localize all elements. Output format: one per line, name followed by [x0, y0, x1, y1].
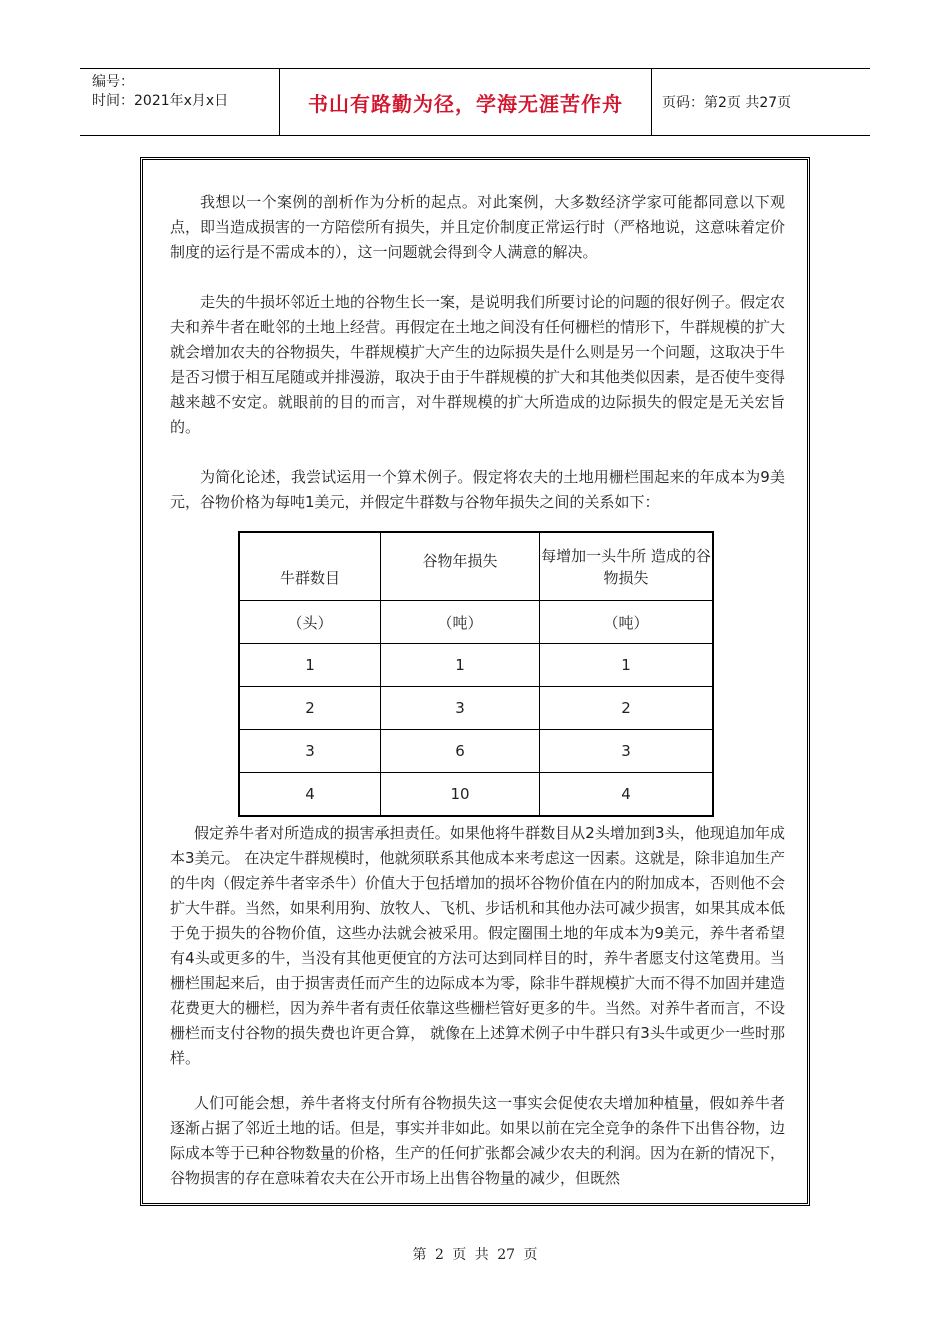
table-header-cell: 每增加一头牛所 造成的谷物损失	[540, 532, 714, 601]
table-cell: 3	[239, 730, 381, 773]
content-box	[140, 157, 810, 1206]
table-cell: 3	[540, 730, 714, 773]
table-header-cell: 谷物年损失	[381, 532, 540, 601]
table-unit-row	[239, 601, 713, 644]
table-row	[239, 730, 713, 773]
page-header	[80, 68, 870, 136]
header-meta	[80, 69, 280, 135]
table-row	[239, 644, 713, 687]
table-unit-cell: （吨）	[540, 601, 714, 644]
paragraph-gap	[170, 265, 785, 290]
table-cell: 4	[540, 773, 714, 817]
table-cell: 2	[540, 687, 714, 730]
table-cell: 1	[381, 644, 540, 687]
paragraph-gap	[170, 440, 785, 465]
table-header-row	[239, 532, 713, 601]
table-cell: 4	[239, 773, 381, 817]
paragraph-3: 为简化论述，我尝试运用一个算术例子。假定将农夫的土地用栅栏围起来的年成本为9美元，谷物价格为每吨1美元，并假定牛群数与谷物年损失之间的关系如下：	[170, 468, 785, 511]
table-row	[239, 687, 713, 730]
table-cell: 3	[381, 687, 540, 730]
paragraph-5: 人们可能会想，养牛者将支付所有谷物损失这一事实会促使农夫增加种植量，假如养牛者逐渐占据了邻近土地的话。但是，事实并非如此。如果以前在完全竞争的条件下出售谷物，边际成本等于已种谷物数量的价格，生产的任何扩张都会减少农夫的利润。因为在新的情况下，谷物损害的存在意味着农夫在公开市场上出售谷物量的减少，但既然	[170, 1094, 786, 1187]
data-table-wrapper	[238, 531, 785, 817]
document-number: 编号：	[92, 74, 134, 90]
paragraph-1: 我想以一个案例的剖析作为分析的起点。对此案例，大多数经济学家可能都同意以下观点，即当造成损害的一方陪偿所有损失，并且定价制度正常运行时（严格地说，这意味着定价制度的运行是不需成本的），这一问题就会得到令人满意的解决。	[170, 193, 786, 261]
table-unit-cell: （头）	[239, 601, 381, 644]
document-date: 时间：2021年x月x日	[92, 93, 229, 109]
table-row	[239, 773, 713, 817]
table-cell: 1	[239, 644, 381, 687]
header-motto-cell	[280, 69, 652, 135]
paragraph-2: 走失的牛损坏邻近土地的谷物生长一案，是说明我们所要讨论的问题的很好例子。假定农夫和养牛者在毗邻的土地上经营。再假定在土地之间没有任何栅栏的情形下，牛群规模的扩大就会增加农夫的谷物损失，牛群规模扩大产生的边际损失是什么则是另一个问题，这取决于牛是否习惯于相互尾随或并排漫游，取决于由于牛群规模的扩大和其他类似因素，是否使牛变得越来越不安定。就眼前的目的而言，对牛群规模的扩大所造成的边际损失的假定是无关宏旨的。	[170, 293, 786, 436]
table-unit-cell: （吨）	[381, 601, 540, 644]
header-motto: 书山有路勤为径，学海无涯苦作舟	[308, 91, 623, 116]
table-cell: 6	[381, 730, 540, 773]
paragraph-4: 假定养牛者对所造成的损害承担责任。如果他将牛群数目从2头增加到3头，他现追加年成本3美元。 在决定牛群规模时，他就须联系其他成本来考虑这一因素。这就是，除非追加生产的牛肉（假定养牛者宰杀牛）价值大于包括增加的损坏谷物价值在内的附加成本，否则他不会扩大牛群。当然，如果利用狗、放牧人、飞机、步话机和其他办法可减少损害，如果其成本低于免于损失的谷物价值，这些办法就会被采用。假定圈围土地的年成本为9美元，养牛者希望有4头或更多的牛，当没有其他更便宜的方法可达到同样目的时，养牛者愿支付这笔费用。当栅栏围起来后，由于损害责任而产生的边际成本为零，除非牛群规模扩大而不得不加固并建造花费更大的栅栏，因为养牛者有责任依靠这些栅栏管好更多的牛。当然。对养牛者而言，不设栅栏而支付谷物的损失费也许更合算， 就像在上述算术例子中牛群只有3头牛或更少一些时那样。	[170, 824, 786, 1067]
table-cell: 10	[381, 773, 540, 817]
header-page-info: 页码：第2页 共27页	[662, 95, 792, 111]
page-footer: 第 2 页 共 27 页	[412, 1247, 538, 1263]
table-header-cell: 牛群数目	[239, 532, 381, 601]
table-cell: 1	[540, 644, 714, 687]
cattle-loss-table	[238, 531, 714, 817]
table-cell: 2	[239, 687, 381, 730]
paragraph-gap	[170, 1071, 785, 1091]
